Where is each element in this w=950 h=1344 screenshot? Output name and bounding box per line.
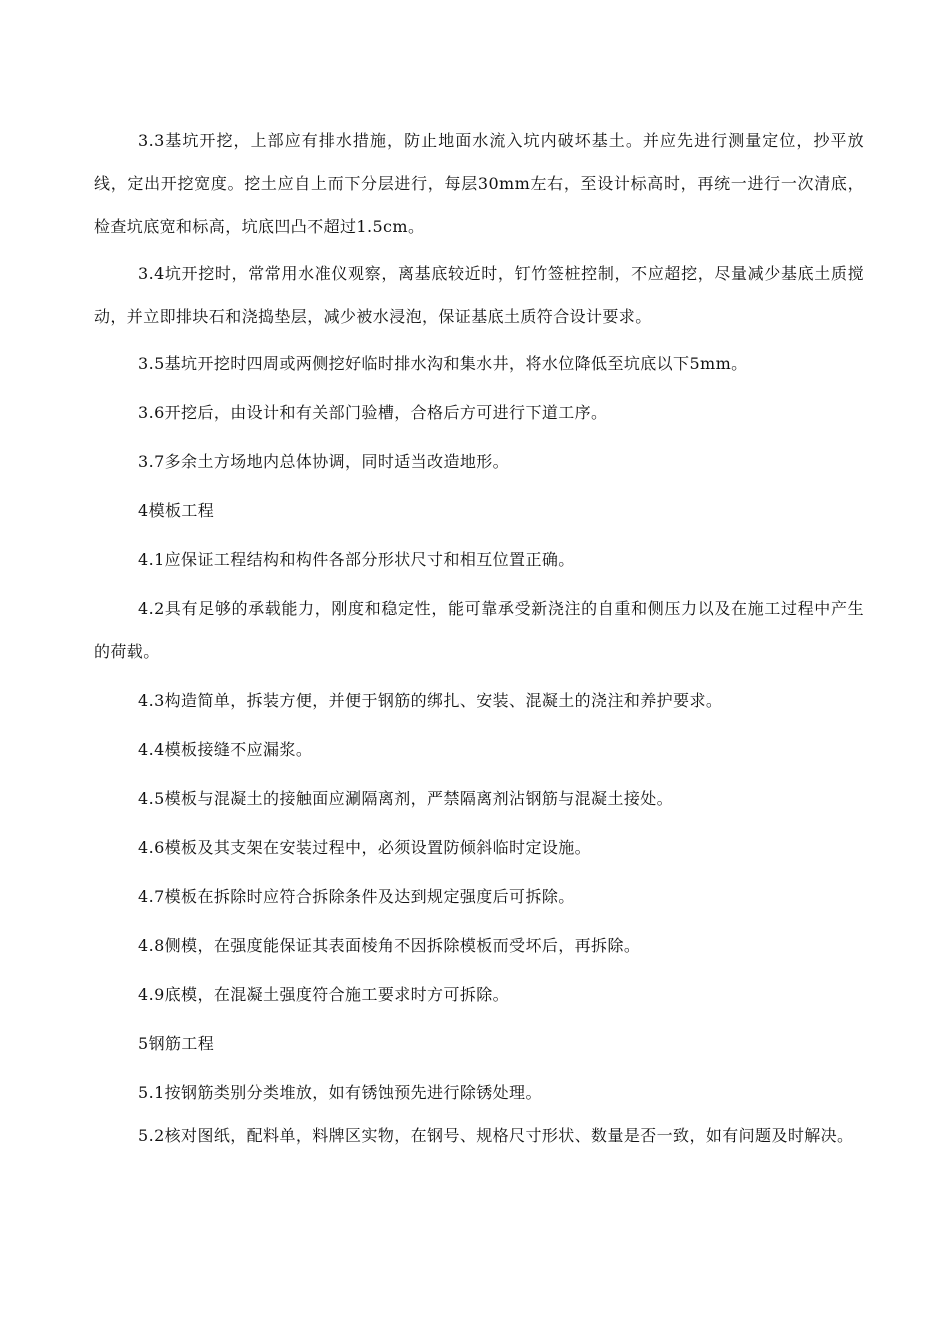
section-heading-5: 5钢筋工程 [138, 1034, 215, 1053]
paragraph-5-1: 5.1按钢筋类别分类堆放，如有锈蚀预先进行除锈处理。 [138, 1083, 542, 1102]
paragraph-4-4: 4.4模板接缝不应漏浆。 [138, 740, 313, 759]
paragraph-4-1: 4.1应保证工程结构和构件各部分形状尺寸和相互位置正确。 [138, 550, 575, 569]
document-page [94, 119, 864, 1148]
paragraph-4-2: 4.2具有足够的承载能力，刚度和稳定性，能可靠承受新浇注的自重和侧压力以及在施工过程中产生的荷载。 [94, 599, 864, 661]
paragraph-3-3: 3.3基坑开挖，上部应有排水措施，防止地面水流入坑内破坏基土。并应先进行测量定位，抄平放线，定出开挖宽度。挖土应自上而下分层进行，每层30mm左右，至设计标高时，再统一进行一次清底，检查坑底宽和标高，坑底凹凸不超过1.5cm。 [94, 131, 864, 236]
paragraph-4-3: 4.3构造简单，拆装方便，并便于钢筋的绑扎、安装、混凝土的浇注和养护要求。 [138, 691, 723, 710]
paragraph-4-6: 4.6模板及其支架在安装过程中，必须设置防倾斜临时定设施。 [138, 838, 592, 857]
paragraph-3-4: 3.4坑开挖时，常常用水准仪观察，离基底较近时，钉竹签桩控制，不应超挖，尽量减少基底土质搅动，并立即排块石和浇捣垫层，减少被水浸泡，保证基底土质符合设计要求。 [94, 264, 864, 326]
paragraph-3-6: 3.6开挖后，由设计和有关部门验槽，合格后方可进行下道工序。 [138, 403, 608, 422]
paragraph-3-5: 3.5基坑开挖时四周或两侧挖好临时排水沟和集水井，将水位降低至坑底以下5mm。 [138, 354, 748, 373]
paragraph-4-7: 4.7模板在拆除时应符合拆除条件及达到规定强度后可拆除。 [138, 887, 575, 906]
paragraph-4-8: 4.8侧模，在强度能保证其表面棱角不因拆除模板而受坏后，再拆除。 [138, 936, 641, 955]
paragraph-4-5: 4.5模板与混凝土的接触面应涮隔离剂，严禁隔离剂沾钢筋与混凝土接处。 [138, 789, 674, 808]
paragraph-5-2: 5.2核对图纸，配料单，料牌区实物，在钢号、规格尺寸形状、数量是否一致，如有问题及时解决。 [138, 1126, 854, 1145]
section-heading-4: 4模板工程 [138, 501, 215, 520]
paragraph-4-9: 4.9底模，在混凝土强度符合施工要求时方可拆除。 [138, 985, 510, 1004]
paragraph-3-7: 3.7多余土方场地内总体协调，同时适当改造地形。 [138, 452, 510, 471]
